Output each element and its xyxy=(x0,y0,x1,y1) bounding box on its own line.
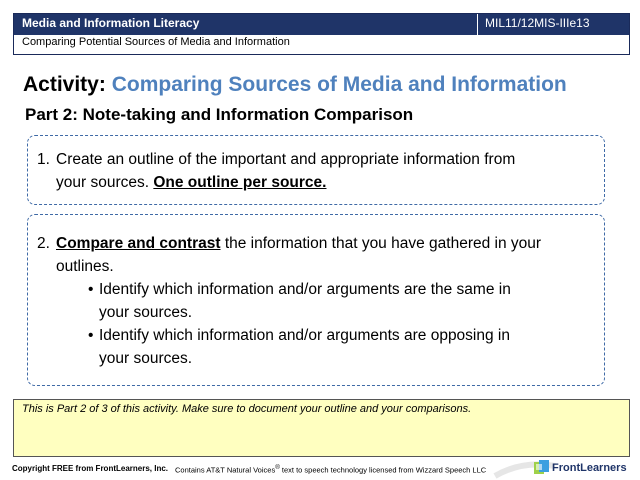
course-title: Media and Information Literacy xyxy=(22,16,200,30)
instruction-box-2 xyxy=(27,214,605,386)
item-number: 2. xyxy=(37,235,50,252)
item2-emphasis: Compare and contrast xyxy=(56,235,221,252)
bullet-line2: your sources. xyxy=(99,304,193,321)
instruction-2 xyxy=(37,232,599,370)
course-code: MIL11/12MIS-IIIe13 xyxy=(477,14,629,35)
footer-voices xyxy=(175,464,486,475)
item1-emphasis: One outline per source. xyxy=(153,174,327,191)
item1-line2-wrap xyxy=(37,171,597,194)
voices-post: text to speech technology licensed from Wizzard Speech LLC xyxy=(279,465,487,475)
note-text: This is Part 2 of 3 of this activity. Make sure to document your outline and your comparisons. xyxy=(22,403,472,415)
bullet-line1: Identify which information and/or arguments are the same in xyxy=(99,281,511,298)
bullet-line2: your sources. xyxy=(99,350,193,367)
bullet-line1: Identify which information and/or arguments are opposing in xyxy=(99,327,510,344)
item1-line2: your sources. xyxy=(56,174,150,191)
item2-line2: outlines. xyxy=(56,258,114,275)
logo-text: FrontLearners xyxy=(552,462,627,474)
slide-header xyxy=(13,13,630,55)
bullet-icon: • xyxy=(88,281,94,298)
voices-pre: Contains AT&T Natural Voices xyxy=(175,465,276,475)
footer-copyright: Copyright FREE from FrontLearners, Inc. xyxy=(12,464,169,473)
lesson-subtitle: Comparing Potential Sources of Media and Information xyxy=(22,36,290,48)
activity-title xyxy=(23,73,567,97)
bullet-list xyxy=(37,278,599,370)
bullet-item xyxy=(37,278,599,324)
header-bar xyxy=(14,14,629,35)
registered-mark: ® xyxy=(275,464,280,471)
item1-line1: Create an outline of the important and appropriate information from xyxy=(56,151,516,168)
note-box xyxy=(13,399,630,457)
instruction-1 xyxy=(37,148,597,194)
bullet-item xyxy=(37,324,599,370)
bullet-icon: • xyxy=(88,327,94,344)
activity-name: Comparing Sources of Media and Information xyxy=(111,73,567,96)
instruction-box-1 xyxy=(27,135,605,205)
item2-line1: the information that you have gathered in your xyxy=(220,235,542,252)
activity-label: Activity: xyxy=(23,73,106,96)
part-title: Part 2: Note-taking and Information Comparison xyxy=(25,105,414,124)
item-number: 1. xyxy=(37,151,50,168)
